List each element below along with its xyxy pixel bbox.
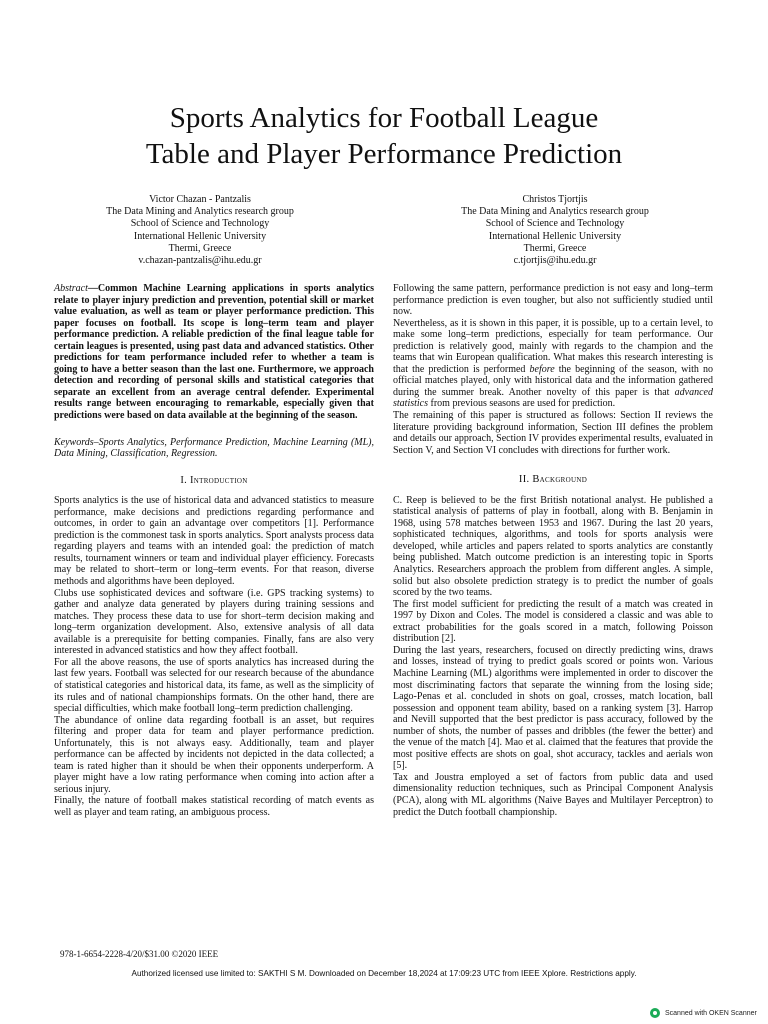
scanner-label: Scanned with OKEN Scanner (665, 1009, 757, 1017)
author-name: Victor Chazan - Pantzalis (149, 194, 251, 205)
footer-isbn: 978-1-6654-2228-4/20/$31.00 ©2020 IEEE (60, 949, 219, 959)
section-2-heading: II. Background (518, 474, 588, 486)
abstract (54, 283, 374, 422)
section-1-heading: I. Introduction (180, 474, 248, 486)
author-location: Thermi, Greece (168, 242, 232, 254)
right-paragraph-1: Following the same pattern, performance prediction is not easy and long–term performance prediction is even tougher, but also not sufficiently studied until now. (393, 283, 713, 318)
right-p2-advanced-statistics: advanced statistics (393, 386, 713, 410)
footer-license: Authorized licensed use limited to: SAKTHI S M. Downloaded on December 18,2024 at 17:09:23 UTC from IEEE Xplore. Restrictions apply. (131, 969, 637, 978)
right-p2-c: from previous seasons are used for prediction. (428, 398, 616, 410)
author-email: c.tjortjis@ihu.edu.gr (513, 255, 597, 267)
author-location: Thermi, Greece (523, 242, 587, 254)
intro-paragraph: For all the above reasons, the use of sports analytics has increased during the last few years. Football was selected for our research because of the abundance of statistical categories and historical data, its fame, as well as the simplicity of its rules and of national championships formats. On the other hand, there are special difficulties, which make football long–term prediction challenging. (54, 656, 374, 715)
title-line-2: Table and Player Performance Prediction (145, 138, 623, 170)
author-name: Christos Tjortjis (522, 194, 588, 205)
author-school: School of Science and Technology (485, 218, 625, 230)
background-paragraph: The first model sufficient for predicting the result of a match was created in 1997 by Dixon and Coles. The model is considered a classic and was able to extract probabilities for the goals scored in a match, following Poisson distribution [2]. (393, 598, 713, 645)
intro-paragraph: Finally, the nature of football makes statistical recording of match events as well as player and team rating, an ambiguous process. (54, 795, 374, 818)
oken-logo-icon (650, 1008, 660, 1018)
intro-paragraph: Sports analytics is the use of historical data and advanced statistics to measure performance, make decisions and predictions regarding performance and outcomes, in order to gain an advantage over competitors [1]. Performance prediction is the commonest task in sports analytics. Sport analysts process data regarding players and teams with an intended goal: the prediction of match results, tournament winners or team and individual player efficiency. Forecasts may be related to short–term or long–term events. For that reason, diverse methods and algorithms have been deployed. (54, 495, 374, 588)
paper-title (60, 100, 708, 172)
title-line-1: Sports Analytics for Football League (169, 102, 599, 134)
author-school: School of Science and Technology (130, 218, 270, 230)
right-p2-before: before (529, 363, 555, 375)
author-block-2 (425, 194, 685, 267)
right-p2-b: the beginning of the season, with no official matches played, only with historical data and the information gathered during the summer break. Another novelty of this paper is that (393, 363, 713, 398)
keywords: Keywords–Sports Analytics, Performance Prediction, Machine Learning (ML), Data Mining, Classification, Regression. (54, 436, 374, 460)
author-block-1 (70, 194, 330, 267)
intro-paragraph: The abundance of online data regarding football is an asset, but requires filtering and proper data for team and player performance prediction. Unfortunately, this is not always easy. Additionally, team and player performance can be affected by incidents not depicted in the data collected; a team is rated higher than it should be when their opponents underperform. A player might have a low rating performance when coming into action after a serious injury. (54, 714, 374, 795)
right-paragraph-3: The remaining of this paper is structured as follows: Section II reviews the literature providing background information, Section III defines the problem and details our approach, Section IV provides experimental results, evaluated in Section V, and Section VI concludes with directions for further work. (393, 410, 713, 456)
intro-paragraph: Clubs use sophisticated devices and software (i.e. GPS tracking systems) to gather and analyze data generated by players during training sessions and matches. They process these data to use for short–term decision making and long–term organization development. Also, extensive analysis of all data available is a prerequisite for betting companies. Finally, fans are also very interested in advanced statistics and how they affect football. (54, 587, 374, 657)
author-group: The Data Mining and Analytics research group (461, 206, 649, 218)
abstract-body: —Common Machine Learning applications in sports analytics relate to player injury prediction and prevention, potential skill or market value evaluation, as well as team or player performance prediction. This paper focuses on football. Its scope is long–term team and player performance prediction. A reliable prediction of the final league table for certain leagues is presented, using past data and advanced statistics. Other predictions for team performance included refer to whether a team is going to have a better season than the last one. Furthermore, we approach detection and recording of personal skills and statistical categories that separate an excellent from an average central defender. Experimental results range between encouraging to remarkable, especially given that predictions were based on data available at the beginning of the season. (54, 283, 374, 422)
scanner-watermark (650, 1008, 757, 1018)
author-university: International Hellenic University (133, 230, 267, 242)
left-column (54, 283, 374, 819)
background-paragraph: C. Reep is believed to be the first British notational analyst. He published a statistical analysis of patterns of play in football, along with B. Benjamin in 1968, using 578 matches between 1953 and 1967. During the last 20 years, sophisticated techniques, algorithms, and tools for sports analysis were developed, while articles and papers related to sports analytics are constantly being published. Match outcome prediction is an interesting topic in Sports Analytics. Researchers approach the problem from different angles. A simple, solid but also obsolete prediction strategy is to predict the number of goals scored by the two teams. (393, 494, 713, 599)
background-paragraph: Tax and Joustra employed a set of factors from public data and used dimensionality reduction techniques, such as Principal Component Analysis (PCA), along with ML algorithms (Naive Bayes and Multilayer Perceptron) to predict the Dutch football championship. (393, 771, 713, 818)
author-group: The Data Mining and Analytics research group (106, 206, 294, 218)
right-p2-a: Nevertheless, as it is shown in this paper, it is possible, up to a certain level, to make some long–term predictions, especially for team performance. Our prediction is relatively good, mainly with regards to the champion and the teams that win European qualification. What makes this research interesting is that the prediction is performed (393, 317, 713, 375)
author-university: International Hellenic University (488, 230, 622, 242)
author-email: v.chazan-pantzalis@ihu.edu.gr (138, 255, 262, 267)
right-paragraph-2 (393, 318, 713, 410)
abstract-lead: Abstract (54, 283, 88, 294)
right-column (393, 283, 713, 818)
background-paragraph: During the last years, researchers, focused on directly predicting wins, draws and losses, instead of trying to predict goals scored or points won. Various Machine Learning (ML) algorithms were implemented in order to discover the most discriminating factors that separate the winning from the losing side; Lago-Penas et al. concluded in shots on goal, crosses, match location, ball possession and opponent team ability, based on a ranking system [3]. Harrop and Nevill supported that the best predictor is pass accuracy, followed by the number of shots, the number of passes and dribbles (the fewer the better) and the venue of the match [4]. Mao et al. claimed that the features that provide the most positive effects are shots on goal, shot accuracy, tackles and aerials won [5]. (393, 644, 713, 772)
